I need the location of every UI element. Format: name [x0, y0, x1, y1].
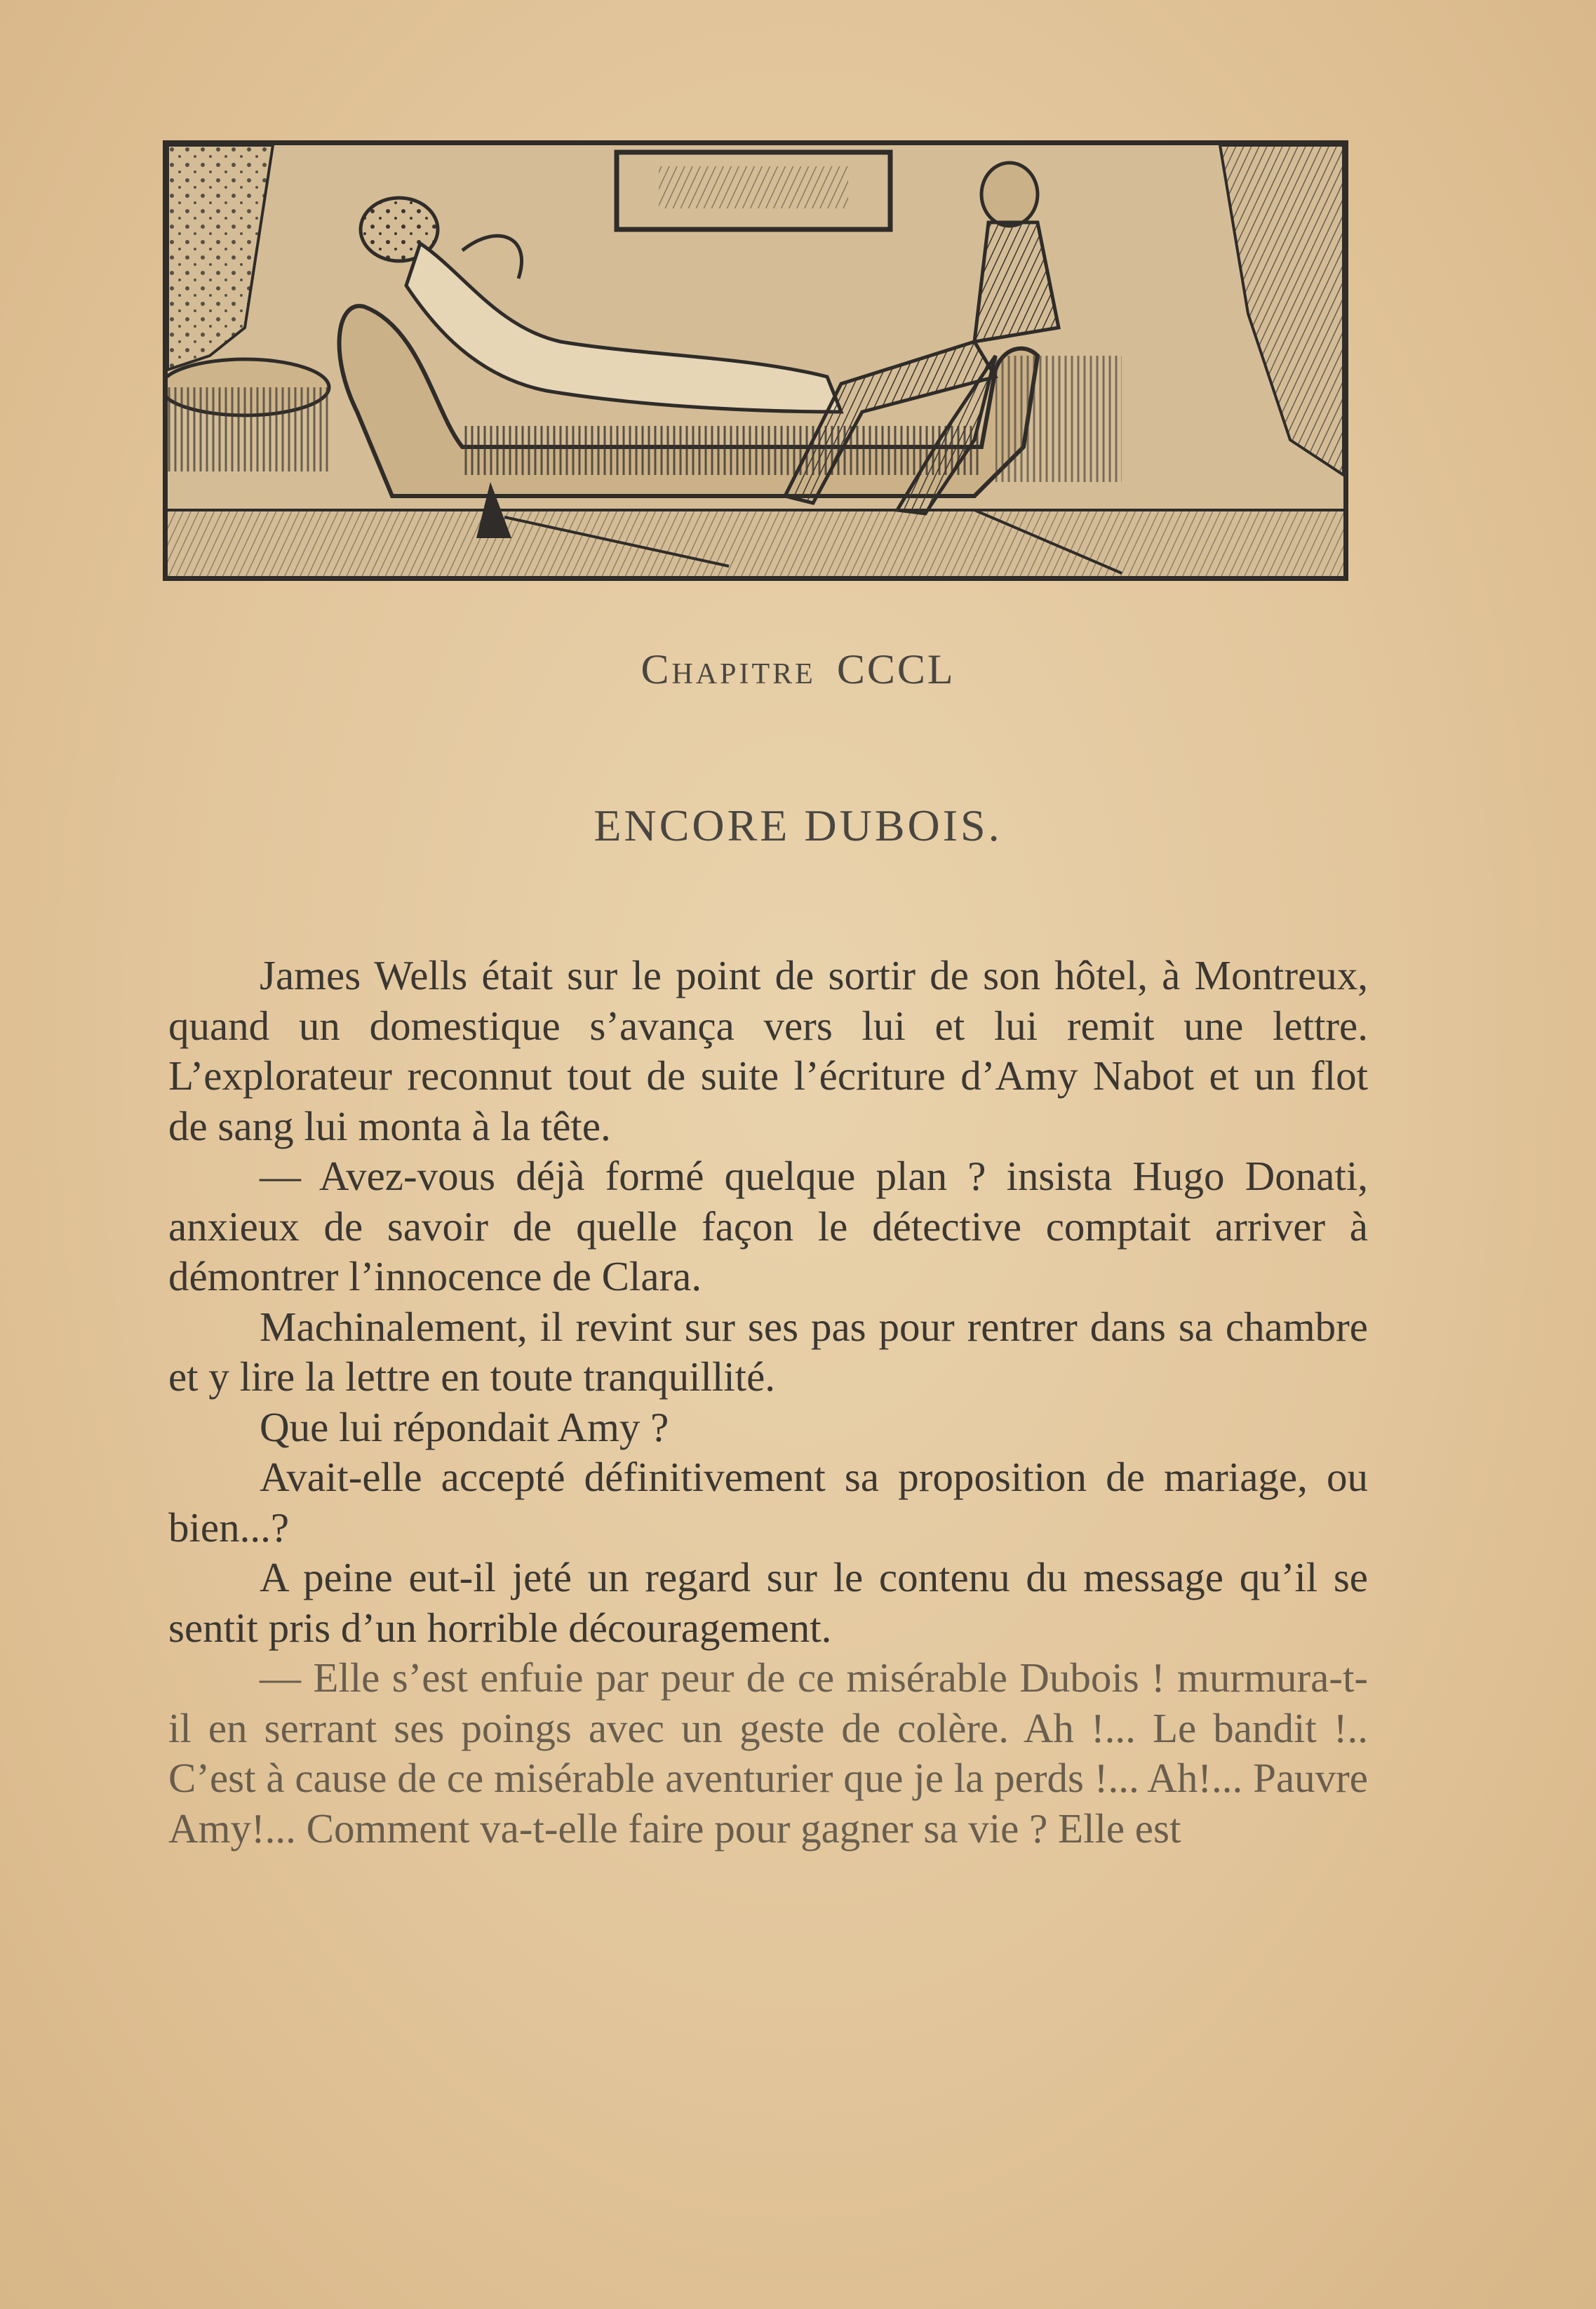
- chapter-label: Chapitre: [641, 646, 816, 692]
- chapter-title: ENCORE DUBOIS.: [594, 801, 1002, 850]
- paragraph: A peine eut-il jeté un regard sur le contenu du message qu’il se sentit pris d’un horrible découragement.: [168, 1554, 1368, 1651]
- paragraph: — Elle s’est enfuie par peur de ce misérable Dubois ! murmura-t-il en serrant ses poings avec un geste de colère. Ah !... Le bandit !.. C’est à cause de ce misérable aventurier que je la perds !... Ah!... Pauvre Amy!... Comment va-t-elle faire pour gagner sa vie ? Elle est: [168, 1654, 1368, 1852]
- paragraph: Que lui répondait Amy ?: [260, 1403, 669, 1450]
- engraving-illustration: [163, 140, 1348, 581]
- paragraph: Machinalement, il revint sur ses pas pour rentrer dans sa chambre et y lire la lettre en toute tranquillité.: [168, 1303, 1368, 1400]
- paragraph: — Avez-vous déjà formé quelque plan ? insista Hugo Donati, anxieux de savoir de quelle façon le détective comptait arriver à démontrer l’innocence de Clara.: [168, 1153, 1368, 1299]
- paragraph: Avait-elle accepté définitivement sa proposition de mariage, ou bien...?: [168, 1454, 1368, 1551]
- paragraph: James Wells était sur le point de sortir de son hôtel, à Montreux, quand un domestique s’avança vers lui et lui remit une lettre. L’explorateur reconnut tout de suite l’écriture d’Amy Nabot et un flot de sang lui monta à la tête.: [168, 952, 1368, 1149]
- engraving-picture: [168, 145, 1343, 576]
- chapter-number: CCCL: [836, 646, 955, 692]
- chapter-body: [168, 951, 1368, 1854]
- chapter-heading: [0, 645, 1596, 694]
